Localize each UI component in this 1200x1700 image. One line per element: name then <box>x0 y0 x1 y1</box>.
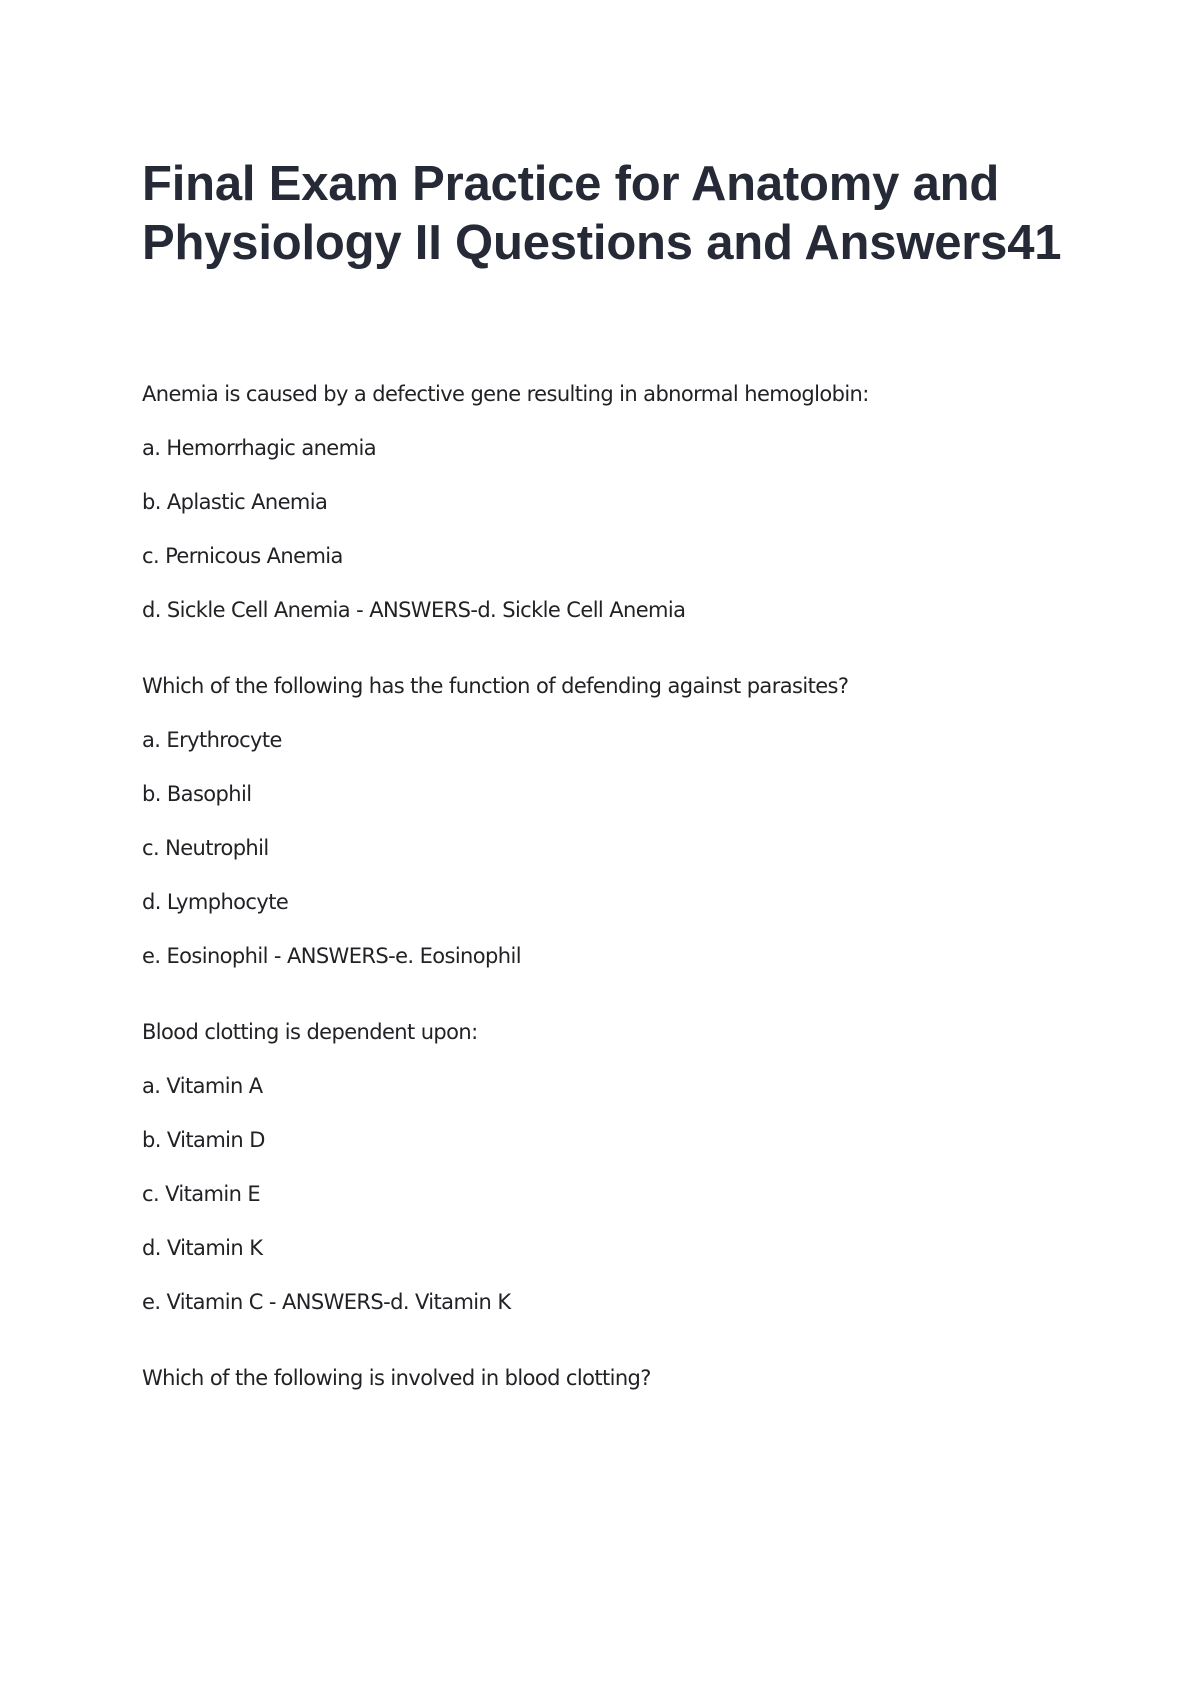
question-4 <box>142 1365 1072 1391</box>
question-2 <box>142 673 1072 969</box>
answer-option: a. Hemorrhagic anemia <box>142 436 376 460</box>
answer-option: b. Basophil <box>142 782 252 806</box>
question-prompt: Which of the following is involved in blood clotting? <box>142 1366 651 1390</box>
document-title: Final Exam Practice for Anatomy and Physiology II Questions and Answers41 <box>142 157 1062 270</box>
question-prompt: Which of the following has the function of defending against parasites? <box>142 674 849 698</box>
answer-option: a. Vitamin A <box>142 1074 263 1098</box>
question-prompt: Blood clotting is dependent upon: <box>142 1020 478 1044</box>
answer-option: d. Lymphocyte <box>142 890 289 914</box>
answer-option: c. Neutrophil <box>142 836 269 860</box>
document-page <box>142 155 1072 1441</box>
question-list <box>142 381 1072 1391</box>
question-1 <box>142 381 1072 623</box>
answer-option: d. Sickle Cell Anemia - ANSWERS-d. Sickle Cell Anemia <box>142 598 686 622</box>
answer-option: b. Aplastic Anemia <box>142 490 328 514</box>
answer-option: e. Vitamin C - ANSWERS-d. Vitamin K <box>142 1290 511 1314</box>
answer-option: c. Vitamin E <box>142 1182 261 1206</box>
question-3 <box>142 1019 1072 1315</box>
answer-option: d. Vitamin K <box>142 1236 263 1260</box>
question-prompt: Anemia is caused by a defective gene resulting in abnormal hemoglobin: <box>142 382 869 406</box>
answer-option: a. Erythrocyte <box>142 728 282 752</box>
answer-option: e. Eosinophil - ANSWERS-e. Eosinophil <box>142 944 521 968</box>
answer-option: c. Pernicous Anemia <box>142 544 343 568</box>
answer-option: b. Vitamin D <box>142 1128 265 1152</box>
